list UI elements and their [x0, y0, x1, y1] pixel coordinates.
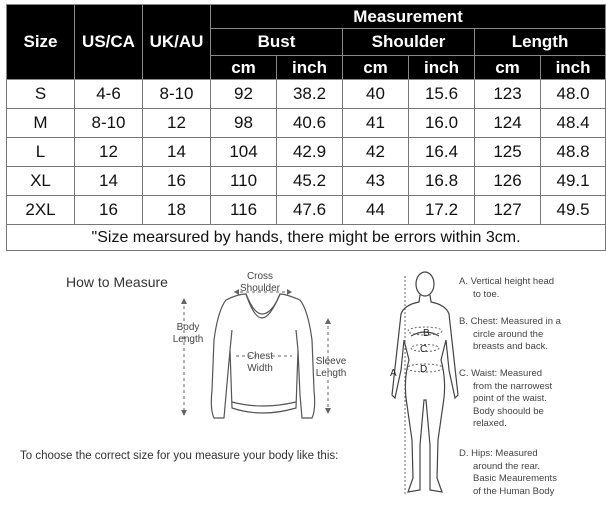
header-unit: cm	[475, 56, 541, 80]
table-cell: 14	[75, 167, 143, 196]
note-line: circle around the	[473, 328, 544, 340]
table-cell: 16	[143, 167, 211, 196]
arrow-heads	[181, 289, 331, 416]
table-cell: 16.4	[409, 138, 475, 167]
table-cell: 116	[211, 196, 277, 225]
table-cell: 16.0	[409, 109, 475, 138]
footnote: "Size mearsured by hands, there might be errors within 3cm.	[7, 225, 606, 251]
chest-width-line: Width	[247, 363, 273, 374]
table-cell: 110	[211, 167, 277, 196]
table-cell: 42	[343, 138, 409, 167]
table-cell: 40.6	[277, 109, 343, 138]
table-cell: 8-10	[143, 80, 211, 109]
note-line: point of the waist.	[473, 393, 547, 404]
table-cell: 40	[343, 80, 409, 109]
header-unit: inch	[277, 56, 343, 80]
note-line: A. Vertical height head	[459, 276, 555, 287]
header-shoulder: Shoulder	[343, 29, 475, 56]
table-cell: 38.2	[277, 80, 343, 109]
table-cell: 12	[143, 109, 211, 138]
note-line: B. Chest: Measured in a	[459, 316, 561, 327]
table-cell: 4-6	[75, 80, 143, 109]
guide-title: How to Measure	[66, 274, 168, 290]
table-cell: 43	[343, 167, 409, 196]
cross-shoulder-line: Shoulder	[239, 283, 281, 294]
note-b	[459, 316, 561, 354]
table-cell: 126	[475, 167, 541, 196]
header-size: Size	[7, 5, 75, 80]
table-cell: 48.8	[541, 138, 606, 167]
table-cell: M	[7, 109, 75, 138]
table-cell: 42.9	[277, 138, 343, 167]
chest-width-line: Chest	[246, 351, 274, 362]
note-line: of the Human Body	[473, 485, 555, 497]
header-unit: cm	[343, 56, 409, 80]
marker-a: A	[390, 368, 397, 379]
marker-c: C	[420, 344, 428, 355]
marker-d: D	[420, 364, 428, 375]
marker-b: B	[423, 328, 430, 339]
table-cell: 2XL	[7, 196, 75, 225]
table-cell: 104	[211, 138, 277, 167]
header-us-ca: US/CA	[75, 5, 143, 80]
header-unit: cm	[211, 56, 277, 80]
sleeve-length-line: Sleeve	[315, 356, 347, 367]
note-line: around the rear.	[473, 460, 541, 472]
note-line: C. Waist: Measured	[459, 368, 543, 379]
cross-shoulder-line: Cross	[246, 271, 274, 282]
table-cell: 48.4	[541, 109, 606, 138]
table-cell: 8-10	[75, 109, 143, 138]
table-cell: 48.0	[541, 80, 606, 109]
header-unit: inch	[541, 56, 606, 80]
table-cell: 127	[475, 196, 541, 225]
table-cell: 16	[75, 196, 143, 225]
note-c	[459, 368, 552, 431]
table-cell: 45.2	[277, 167, 343, 196]
instruction-text: To choose the correct size for you measure your body like this:	[20, 450, 339, 462]
body-figure-icon	[392, 272, 458, 492]
body-length-line: Body	[176, 322, 200, 333]
measure-guides	[184, 292, 328, 414]
table-cell: L	[7, 138, 75, 167]
table-cell: 123	[475, 80, 541, 109]
table-cell: 41	[343, 109, 409, 138]
table-cell: 92	[211, 80, 277, 109]
header-bust: Bust	[211, 29, 343, 56]
header-unit: inch	[409, 56, 475, 80]
table-cell: 98	[211, 109, 277, 138]
table-cell: 124	[475, 109, 541, 138]
table-cell: S	[7, 80, 75, 109]
table-cell: 15.6	[409, 80, 475, 109]
header-uk-au: UK/AU	[143, 5, 211, 80]
table-cell: 17.2	[409, 196, 475, 225]
table-cell: 49.5	[541, 196, 606, 225]
table-cell: 12	[75, 138, 143, 167]
note-line: D. Hips: Measured	[459, 448, 538, 459]
note-line: to toe.	[473, 288, 500, 300]
table-cell: 18	[143, 196, 211, 225]
table-cell: 125	[475, 138, 541, 167]
body-length-line: Length	[172, 334, 204, 345]
sleeve-length-line: Length	[315, 368, 347, 379]
header-measurement: Measurement	[211, 5, 606, 29]
table-cell: 44	[343, 196, 409, 225]
header-length: Length	[475, 29, 606, 56]
note-d	[459, 448, 557, 498]
table-cell: 14	[143, 138, 211, 167]
note-line: relaxed.	[473, 418, 507, 429]
note-line: from the narrowest	[473, 380, 553, 392]
table-cell: 47.6	[277, 196, 343, 225]
note-line: Basic Meaurements	[473, 473, 557, 484]
table-cell: XL	[7, 167, 75, 196]
note-line: Body shoould be	[473, 405, 544, 417]
table-cell: 16.8	[409, 167, 475, 196]
note-line: breasts and back.	[473, 341, 548, 352]
note-a	[459, 276, 554, 301]
table-cell: 49.1	[541, 167, 606, 196]
